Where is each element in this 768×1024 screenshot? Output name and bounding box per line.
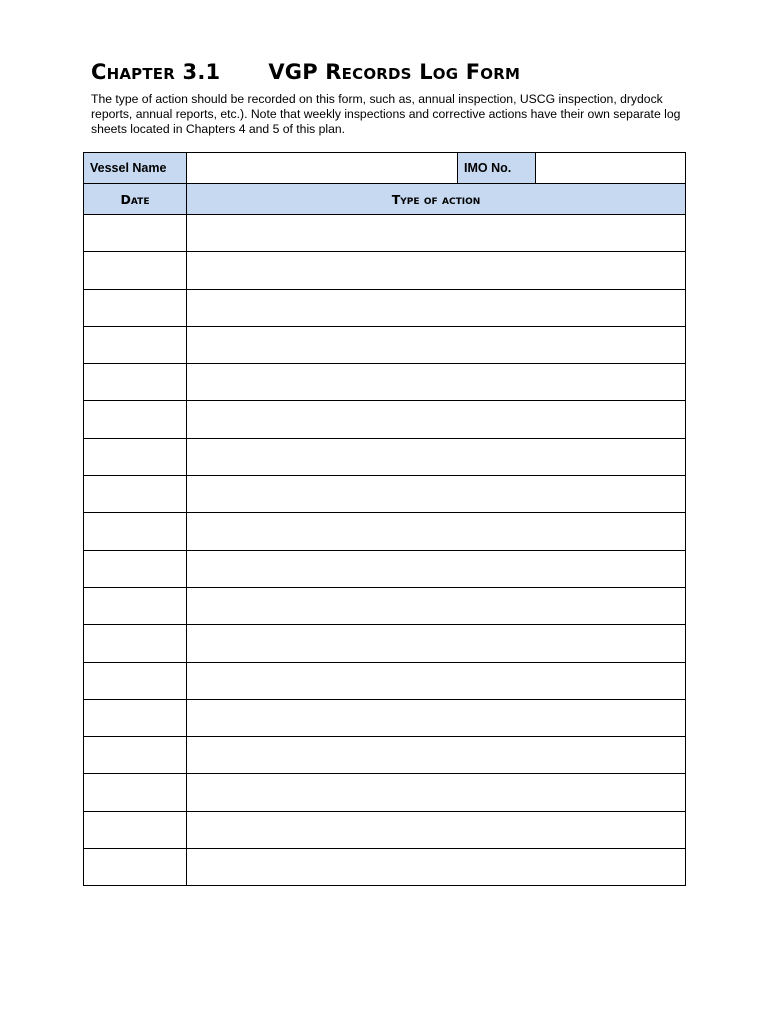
page-title <box>91 58 520 86</box>
type-of-action-cell[interactable] <box>187 774 686 811</box>
table-row <box>84 289 686 326</box>
type-of-action-cell[interactable] <box>187 699 686 736</box>
date-cell[interactable] <box>84 438 187 475</box>
column-header-row <box>84 184 686 215</box>
type-of-action-cell[interactable] <box>187 550 686 587</box>
date-cell[interactable] <box>84 587 187 624</box>
date-cell[interactable] <box>84 774 187 811</box>
table-row <box>84 699 686 736</box>
type-of-action-cell[interactable] <box>187 811 686 848</box>
table-row <box>84 774 686 811</box>
table-row <box>84 737 686 774</box>
table-row <box>84 662 686 699</box>
type-of-action-cell[interactable] <box>187 326 686 363</box>
table-row <box>84 252 686 289</box>
date-cell[interactable] <box>84 662 187 699</box>
column-header-type-of-action: Type of action <box>187 184 686 215</box>
chapter-number: Chapter 3.1 <box>91 60 221 84</box>
table-row <box>84 438 686 475</box>
table-row <box>84 215 686 252</box>
intro-paragraph: The type of action should be recorded on this form, such as, annual inspection, USCG inspection, drydock reports, annual reports, etc.). Note that weekly inspections and corrective actions have their own separate log sheets located in Chapters 4 and 5 of this plan. <box>91 92 681 136</box>
date-cell[interactable] <box>84 513 187 550</box>
date-cell[interactable] <box>84 811 187 848</box>
table-row <box>84 476 686 513</box>
date-cell[interactable] <box>84 849 187 886</box>
date-cell[interactable] <box>84 215 187 252</box>
vessel-name-label: Vessel Name <box>84 153 187 184</box>
table-row <box>84 625 686 662</box>
type-of-action-cell[interactable] <box>187 849 686 886</box>
date-cell[interactable] <box>84 699 187 736</box>
type-of-action-cell[interactable] <box>187 662 686 699</box>
type-of-action-cell[interactable] <box>187 476 686 513</box>
table-row <box>84 513 686 550</box>
form-title: VGP Records Log Form <box>268 60 521 84</box>
vessel-info-row <box>84 153 686 184</box>
column-header-date: Date <box>84 184 187 215</box>
type-of-action-cell[interactable] <box>187 625 686 662</box>
type-of-action-cell[interactable] <box>187 215 686 252</box>
date-cell[interactable] <box>84 737 187 774</box>
type-of-action-cell[interactable] <box>187 289 686 326</box>
table-row <box>84 587 686 624</box>
table-row <box>84 550 686 587</box>
records-log-table <box>83 152 686 886</box>
table-row <box>84 849 686 886</box>
date-cell[interactable] <box>84 326 187 363</box>
vessel-name-field[interactable] <box>187 153 458 184</box>
table-row <box>84 326 686 363</box>
table-row <box>84 811 686 848</box>
type-of-action-cell[interactable] <box>187 513 686 550</box>
date-cell[interactable] <box>84 289 187 326</box>
table-row <box>84 401 686 438</box>
type-of-action-cell[interactable] <box>187 737 686 774</box>
type-of-action-cell[interactable] <box>187 587 686 624</box>
date-cell[interactable] <box>84 550 187 587</box>
table-row <box>84 364 686 401</box>
imo-field[interactable] <box>536 153 686 184</box>
type-of-action-cell[interactable] <box>187 252 686 289</box>
date-cell[interactable] <box>84 252 187 289</box>
imo-label: IMO No. <box>458 153 536 184</box>
date-cell[interactable] <box>84 401 187 438</box>
type-of-action-cell[interactable] <box>187 438 686 475</box>
date-cell[interactable] <box>84 364 187 401</box>
type-of-action-cell[interactable] <box>187 364 686 401</box>
type-of-action-cell[interactable] <box>187 401 686 438</box>
date-cell[interactable] <box>84 476 187 513</box>
date-cell[interactable] <box>84 625 187 662</box>
